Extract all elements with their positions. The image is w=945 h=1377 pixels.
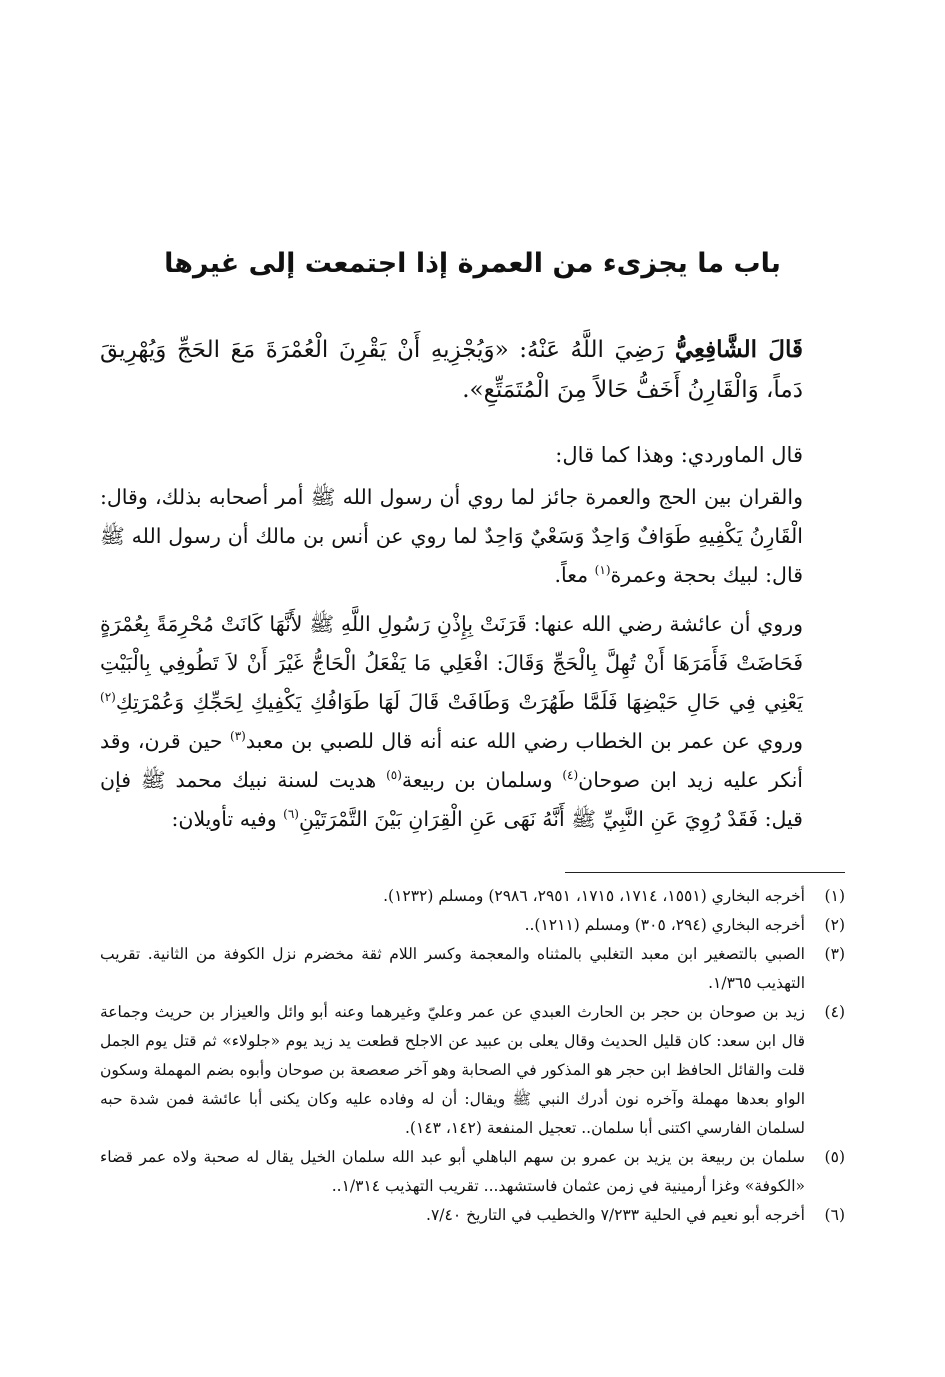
footnote-ref-1[interactable]: (١)	[594, 563, 611, 578]
footnote-ref-4[interactable]: (٤)	[562, 768, 579, 783]
commentary-paragraph-2	[100, 605, 845, 839]
footnote-number: (٦)	[824, 1206, 845, 1224]
footnote-item	[100, 940, 845, 998]
footnote-ref-2[interactable]: (٢)	[100, 690, 116, 705]
para1-text-end: معاً.	[554, 563, 595, 587]
footnote-text: سلمان بن ربيعة بن يزيد بن عمرو بن سهم الباهلي أبو عبد الله سلمان الخيل يقال له صحبة ولاه عمر قضاء «الكوفة» وغزا أرمينية في زمن عثمان فاستشهد... تقريب التهذيب ١/٣١٤..	[100, 1148, 805, 1195]
footnote-number: (١)	[824, 887, 845, 905]
footnote-number: (٣)	[824, 945, 845, 963]
chapter-title: باب ما يجزىء من العمرة إذا اجتمعت إلى غيرها	[164, 248, 781, 279]
matn-lead: قَالَ الشَّافِعِيُّ	[674, 336, 804, 363]
para2-text-b: وروي عن عمر بن الخطاب رضي الله عنه أنه قال للصبي بن معبد	[245, 729, 803, 753]
para2-text-a: وروي أن عائشة رضي الله عنها: قَرَنَتْ بِإِذْنِ رَسُولِ اللَّهِ ﷺ لأَنَّهَا كَانَتْ مُحْرِمَةً بِعُمْرَةٍ فَحَاضَتْ فَأَمَرَهَا أَنْ تُهِلَّ بِالْحَجِّ وَقَالَ: افْعَلِي مَا يَفْعَلُ الْحَاجُّ غَيْرَ أَنْ لاَ تَطُوفِي بِالْبَيْتِ يَعْنِي فِي حَالِ حَيْضِهَا فَلَمَّا طَهُرَتْ وَطَافَتْ قَالَ لَهَا طَوَافُكِ يَكْفِيكِ لِحَجِّكِ وَعُمْرَتِكِ	[100, 612, 803, 714]
para2-text-f: وفيه تأويلان:	[171, 807, 284, 831]
intro-text: قال الماوردي: وهذا كما قال:	[555, 443, 803, 467]
matn-paragraph	[100, 330, 845, 410]
footnotes	[100, 882, 845, 1230]
footnote-item	[100, 998, 845, 1143]
footnote-ref-6[interactable]: (٦)	[283, 807, 299, 822]
matn-text: رَضِيَ اللَّهُ عَنْهُ: «وَيُجْزِيهِ أَنْ يَقْرِنَ الْعُمْرَةَ مَعَ الحَجِّ وَيُهْرِيقَ دَماً، وَالْقَارِنُ أَخَفُّ حَالاً مِنَ الْمُتَمَتِّعِ».	[100, 337, 803, 403]
commentary-intro	[100, 435, 845, 475]
commentary-paragraph-1	[100, 478, 845, 595]
footnote-item	[100, 1143, 845, 1201]
footnote-number: (٢)	[824, 916, 845, 934]
footnote-text: أخرجه البخاري (١٥٥١، ١٧١٤، ١٧١٥، ٢٩٥١، ٢٩٨٦) ومسلم (١٢٣٢).	[383, 887, 805, 905]
footnote-text: زيد بن صوحان بن حجر بن الحارث العبدي عن عمر وعليّ وغيرهما وعنه أبو وائل والعيزار بن حريث وجماعة قال ابن سعد: كان قليل الحديث وقال يعلى بن عبيد عن الاجلح قطعت يد زيد يوم «جلولاء» ثم قتل يوم الجمل قلت والقائل الحافظ ابن حجر هو المذكور في الصحابة وهو آخر صعصعة بن صوحان وأبوه بضم المهملة وسكون الواو بعدها مهملة وآخره نون أدرك النبي ﷺ ويقال: أن له وفاده عليه وكان يكنى أبا عائشة فمن شدة حبه لسلمان الفارسي اكتنى أبا سلمان.. تعجيل المنفعة (١٤٢، ١٤٣).	[100, 1003, 805, 1137]
para2-text-c: حين قرن، وقد أنكر عليه زيد ابن صوحان	[100, 729, 804, 792]
footnote-item	[100, 911, 845, 940]
footnote-text: أخرجه البخاري (٢٩٤، ٣٠٥) ومسلم (١٢١١)..	[524, 916, 805, 934]
footnote-text: أخرجه أبو نعيم في الحلية ٧/٢٣٣ والخطيب في التاريخ ٧/٤٠.	[426, 1206, 805, 1224]
para1-text: والقران بين الحج والعمرة جائز لما روي أن رسول الله ﷺ أمر أصحابه بذلك، وقال: الْقَارِنُ يَكْفِيهِ طَوَافٌ وَاحِدٌ وَسَعْيٌ وَاحِدٌ لما روي عن أنس بن مالك أن رسول الله ﷺ قال: لبيك بحجة وعمرة	[100, 485, 803, 587]
footnote-divider	[565, 872, 845, 873]
footnote-text: الصبي بالتصغير ابن معبد التغلبي بالمثناه والمعجمة وكسر اللام ثقة مخضرم نزل الكوفة من الثانية. تقريب التهذيب ١/٣٦٥.	[100, 945, 805, 992]
footnote-item	[100, 882, 845, 911]
para2-text-e: هديت لسنة نبيك محمد ﷺ فإن قيل: فَقَدْ رُوِيَ عَنِ النَّبِيِّ ﷺ أَنَّهُ نَهَى عَنِ الْقِرَانِ بَيْنَ التَّمْرَتَيْنِ	[100, 768, 803, 831]
footnote-ref-3[interactable]: (٣)	[230, 729, 246, 744]
footnote-number: (٥)	[824, 1148, 845, 1166]
footnote-item	[100, 1201, 845, 1230]
footnote-ref-5[interactable]: (٥)	[386, 768, 402, 783]
para2-text-d: وسلمان بن ربيعة	[401, 768, 563, 792]
footnote-number: (٤)	[824, 1003, 845, 1021]
